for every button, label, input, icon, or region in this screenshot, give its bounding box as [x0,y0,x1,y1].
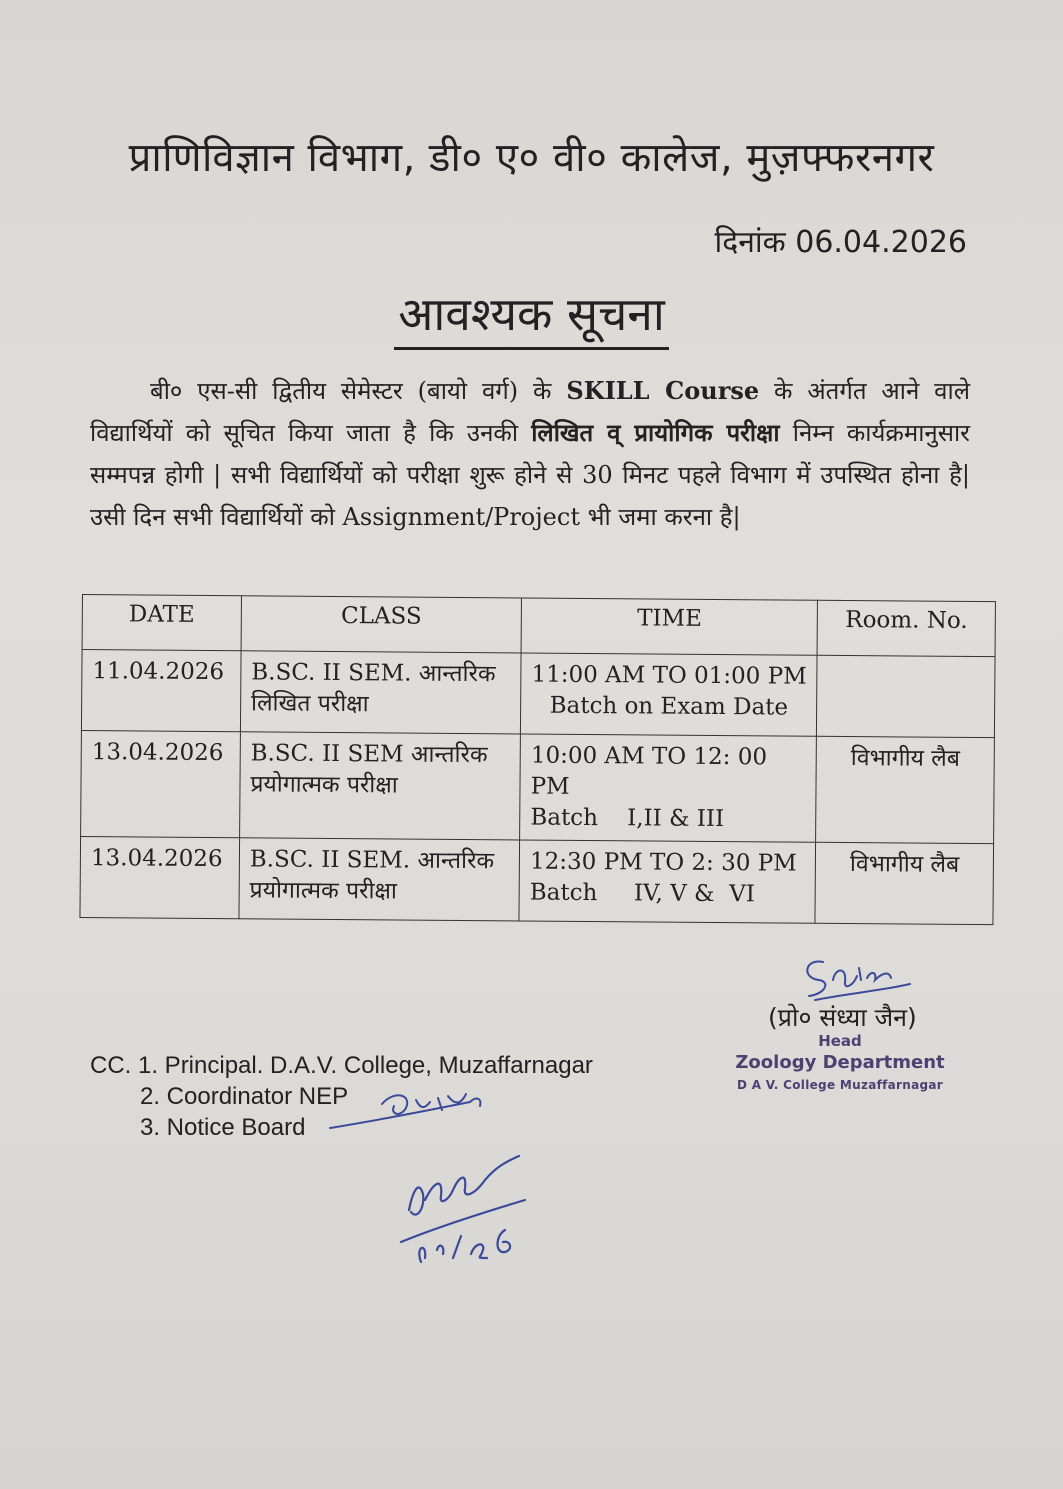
table-row [80,836,994,924]
row-room [817,655,995,737]
notice-body [90,370,970,538]
row-time-line2: Batch I,II & III [530,804,725,833]
coordinator-initials [320,1080,510,1140]
stamp-line-head: Head [818,1032,862,1050]
notice-title [0,282,1063,344]
table-row [81,730,995,843]
row-class [239,838,520,921]
table-row [81,650,995,738]
notice-date: दिनांक 06.04.2026 [714,225,967,260]
row-time [521,653,818,736]
department-stamp [710,1032,970,1094]
row-date: 13.04.2026 [80,836,240,918]
row-time-line1: 11:00 AM TO 01:00 PM [531,661,807,690]
cc-item-principal: CC. 1. Principal. D.A.V. College, Muzaffarnagar [90,1052,593,1079]
row-time-line2: Batch on Exam Date [549,692,789,721]
body-segment-b: के अंतर्गत आने वाले विद्यार्थियों को सूचित किया जाता है कि उनकी [90,377,970,447]
row-room: विभागीय लैब [816,736,995,843]
department-heading: प्राणिविज्ञान विभाग, डी० ए० वी० कालेज, मुज़फ्फरनगर [128,135,935,181]
row-time-line1: 10:00 AM TO 12: 00 PM [530,742,768,800]
cc-item-notice-board: 3. Notice Board [140,1114,306,1141]
stamp-line-department: Zoology Department [735,1052,945,1073]
row-date: 13.04.2026 [81,730,241,837]
body-segment-a: बी० एस-सी द्वितीय सेमेस्टर (बायो वर्ग) के [150,377,567,405]
row-time-line1: 12:30 PM TO 2: 30 PM [529,848,797,877]
row-class-line1: B.SC. II SEM. आन्तरिक [249,846,495,875]
row-class-line2: प्रयोगात्मक परीक्षा [250,771,398,799]
header-class: CLASS [241,596,522,653]
row-class [239,732,520,840]
row-date: 11.04.2026 [81,650,241,732]
signatory-name: (प्रो० संध्या जैन) [768,1003,917,1032]
row-class-line2: प्रयोगात्मक परीक्षा [249,877,398,905]
row-room: विभागीय लैब [815,842,993,924]
row-class-line1: B.SC. II SEM. आन्तरिक [251,659,496,688]
row-time [520,734,817,842]
body-bold-skill-course: SKILL Course [566,376,760,405]
table-header-row [82,595,995,657]
head-signature [795,950,915,1005]
row-class [240,651,521,734]
cc-item-coordinator: 2. Coordinator NEP [140,1083,349,1110]
body-bold-exam-type: लिखित व् प्रायोगिक परीक्षा [531,418,780,447]
header-time: TIME [521,598,818,655]
principal-signature [395,1150,545,1280]
header-date: DATE [82,595,241,651]
notice-title-text: आवश्यक सूचना [394,287,669,350]
stamp-line-college: D A V. College Muzaffarnagar [736,1078,944,1092]
exam-schedule-table [79,594,996,925]
row-class-line2: लिखित परीक्षा [250,690,369,718]
row-class-line1: B.SC. II SEM आन्तरिक [250,740,488,769]
row-time [519,840,816,923]
row-time-line2: Batch IV, V & VI [529,879,756,908]
body-segment-c: निम्न कार्यक्रमानुसार सम्मपन्न होगी | सभी विद्यार्थियों को परीक्षा शुरू होने से 30 मिनट पहले विभाग में उपस्थित होना है| उसी दिन सभी विद्यार्थियों को Assignment/Project भी जमा करना है| [90,419,970,531]
header-room: Room. No. [817,600,995,656]
